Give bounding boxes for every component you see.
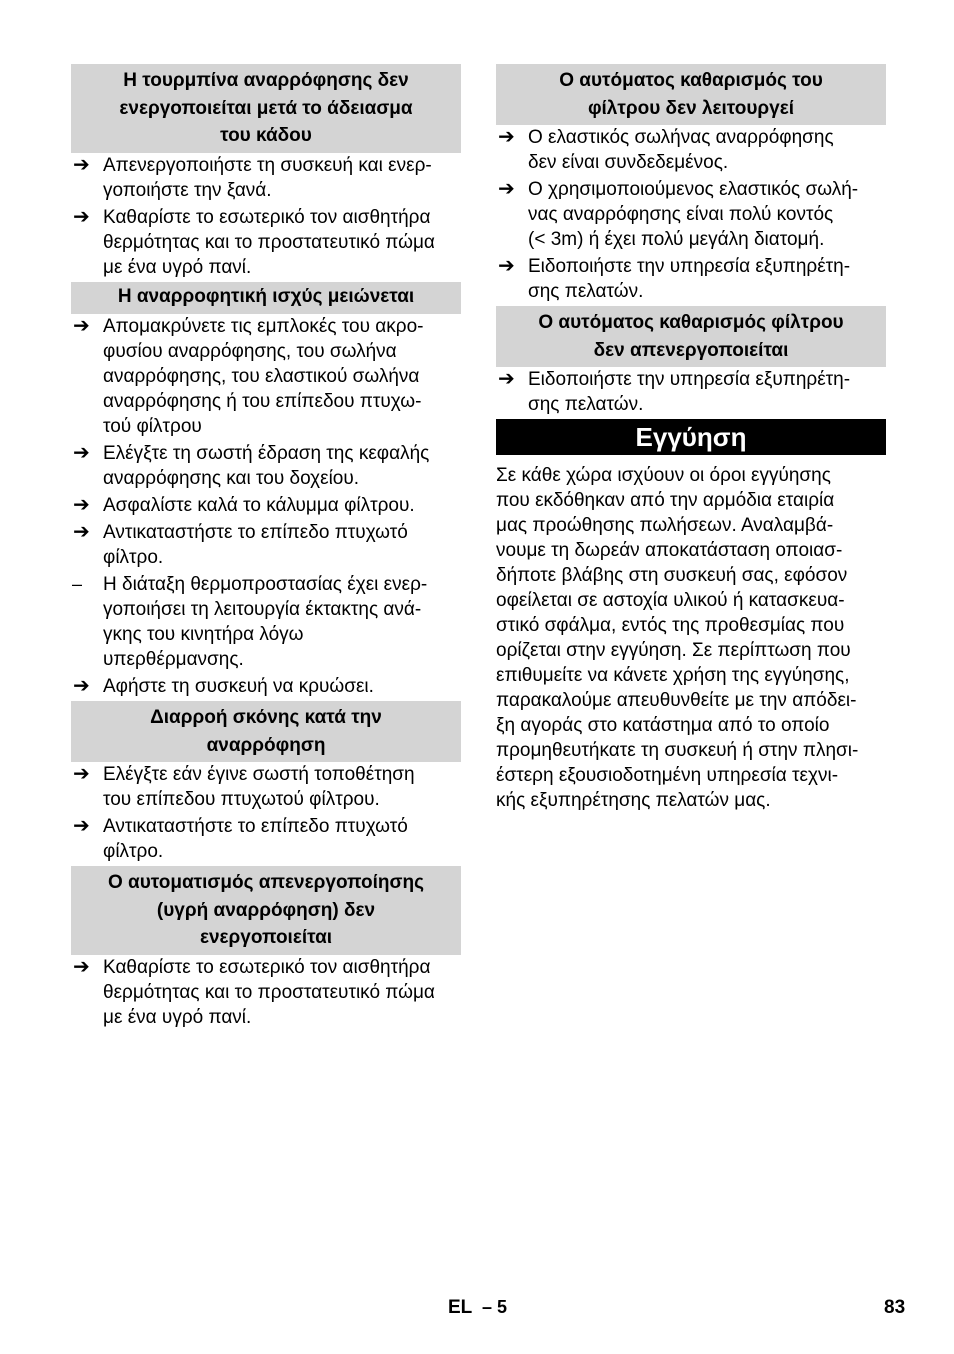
- arrow-right-icon: ➔: [73, 675, 90, 697]
- arrow-right-icon: ➔: [73, 315, 90, 337]
- remedy-text: Η διάταξη θερμοπροστασίας έχει ενερ- γοποιήσει τη λειτουργία έκτακτης ανά- γκης του κινητήρα λόγω υπερθέρμανσης.: [103, 574, 428, 670]
- remedy-text: Αντικαταστήστε το επίπεδο πτυχωτό φίλτρο.: [103, 816, 408, 862]
- remedy-list: [71, 153, 461, 280]
- section-header-line: δεν απενεργοποιείται: [593, 339, 789, 361]
- arrow-right-icon: ➔: [498, 126, 515, 148]
- troubleshooting-section: [496, 64, 886, 304]
- section-header-line: του κάδου: [220, 125, 312, 146]
- remedy-item: [71, 153, 461, 203]
- arrow-right-icon: ➔: [73, 494, 90, 516]
- remedy-item: [496, 254, 886, 304]
- left-column: [71, 64, 461, 1032]
- section-header: [71, 64, 461, 153]
- section-header-line: αναρρόφηση: [206, 734, 326, 756]
- warranty-text: Σε κάθε χώρα ισχύουν οι όροι εγγύησης που εκδόθηκαν από την αρμόδια εταιρία μας προώθησης πωλήσεων. Αναλαμβά- νουμε τη δωρεάν αποκατάσταση οποιασ- δήποτε βλάβης στη συσκευή σας, εφόσον οφείλεται σε αστοχία υλικού ή κατασκευα- στικό σφάλμα, εντός της προθεσμίας που ορίζεται στην εγγύηση. Σε περίπτωση που επιθυμείτε να κάνετε χρήση της εγγύησης, παρακαλούμε απευθυνθείτε με την απόδει- ξη αγοράς στο κατάστημα από το οποίο προμηθευτήκατε τη συσκευή ή στην πλησι- έστερη εξουσιοδοτημένη υπηρεσία τεχνι- κής εξυπηρέτησης πελατών μας.: [496, 465, 859, 811]
- remedy-list: [71, 314, 461, 699]
- remedy-list: [71, 762, 461, 864]
- section-header-line: ενεργοποιείται μετά το άδειασμα: [119, 97, 413, 119]
- remedy-text: Ελέγξτε τη σωστή έδραση της κεφαλής αναρρόφησης και του δοχείου.: [103, 443, 430, 489]
- arrow-right-icon: ➔: [73, 153, 90, 176]
- section-header: [71, 866, 461, 955]
- remedy-text: Ασφαλίστε καλά το κάλυμμα φίλτρου.: [103, 495, 415, 516]
- remedy-text: Ειδοποιήστε την υπηρεσία εξυπηρέτη- σης πελατών.: [528, 256, 851, 302]
- remedy-item: [71, 314, 461, 439]
- remedy-item: [71, 441, 461, 491]
- arrow-right-icon: ➔: [498, 368, 515, 390]
- remedy-item: [71, 205, 461, 280]
- remedy-item: [496, 367, 886, 417]
- remedy-list: [496, 367, 886, 417]
- remedy-text: Ειδοποιήστε την υπηρεσία εξυπηρέτη- σης πελατών.: [528, 369, 851, 415]
- remedy-list: [71, 955, 461, 1030]
- remedy-text: Αφήστε τη συσκευή να κρυώσει.: [103, 676, 374, 697]
- remedy-item: [71, 572, 461, 672]
- remedy-text: Καθαρίστε το εσωτερικό τον αισθητήρα θερμότητας και το προστατευτικό πώμα με ένα υγρό πανί.: [103, 206, 435, 278]
- section-header-line: Ο αυτόματος καθαρισμός φίλτρου: [538, 312, 844, 333]
- remedy-item: [496, 177, 886, 252]
- troubleshooting-section: [71, 701, 461, 864]
- remedy-item: [71, 674, 461, 699]
- section-header: [71, 282, 461, 315]
- section-header: [496, 306, 886, 367]
- remedy-list: [496, 125, 886, 304]
- footer-language: EL: [448, 1297, 473, 1318]
- remedy-text: Ο ελαστικός σωλήνας αναρρόφησης δεν είναι συνδεδεμένος.: [528, 127, 834, 173]
- remedy-item: [496, 125, 886, 175]
- warranty-title: Εγγύηση: [496, 419, 886, 455]
- remedy-item: [71, 762, 461, 812]
- section-header: [71, 701, 461, 762]
- section-header: [496, 64, 886, 125]
- footer-page-number: 83: [884, 1297, 906, 1318]
- troubleshooting-section: [71, 64, 461, 280]
- remedy-text: Αντικαταστήστε το επίπεδο πτυχωτό φίλτρο.: [103, 522, 408, 568]
- remedy-item: [71, 955, 461, 1030]
- arrow-right-icon: ➔: [73, 955, 90, 978]
- section-header-line: Η τουρμπίνα αναρρόφησης δεν: [123, 70, 409, 91]
- section-header-line: Διαρροή σκόνης κατά την: [150, 707, 382, 728]
- section-header-line: φίλτρου δεν λειτουργεί: [587, 97, 795, 119]
- remedy-text: Καθαρίστε το εσωτερικό τον αισθητήρα θερμότητας και το προστατευτικό πώμα με ένα υγρό πανί.: [103, 956, 435, 1028]
- troubleshooting-section: [496, 306, 886, 417]
- remedy-item: [71, 520, 461, 570]
- remedy-item: [71, 814, 461, 864]
- remedy-item: [71, 493, 461, 518]
- remedy-text: Απομακρύνετε τις εμπλοκές του ακρο- φυσίου αναρρόφησης, του σωλήνα αναρρόφησης, του ελαστικού σωλήνα αναρρόφησης ή του επίπεδου πτυχω- τού φίλτρου: [103, 316, 424, 437]
- arrow-right-icon: ➔: [73, 205, 90, 228]
- section-header-line: ενεργοποιείται: [199, 927, 333, 948]
- arrow-right-icon: ➔: [73, 763, 90, 785]
- dash-bullet-icon: –: [72, 574, 83, 594]
- right-sections: [496, 64, 886, 417]
- troubleshooting-section: [71, 866, 461, 1030]
- arrow-right-icon: ➔: [498, 178, 515, 200]
- footer-section-page: – 5: [482, 1297, 508, 1317]
- section-header-line: Ο αυτόματος καθαρισμός του: [559, 70, 823, 91]
- right-column: [496, 64, 886, 813]
- troubleshooting-section: [71, 282, 461, 700]
- section-header-line: (υγρή αναρρόφηση) δεν: [156, 899, 376, 921]
- arrow-right-icon: ➔: [498, 255, 515, 277]
- section-header-line: Η αναρροφητική ισχύς μειώνεται: [117, 285, 415, 307]
- remedy-text: Απενεργοποιήστε τη συσκευή και ενερ- γοποιήστε την ξανά.: [103, 154, 432, 201]
- remedy-text: Ο χρησιμοποιούμενος ελαστικός σωλή- νας αναρρόφησης είναι πολύ κοντός (< 3m) ή έχει πολύ μεγάλη διατομή.: [528, 179, 859, 250]
- arrow-right-icon: ➔: [73, 521, 90, 543]
- arrow-right-icon: ➔: [73, 442, 90, 464]
- remedy-text: Ελέγξτε εάν έγινε σωστή τοποθέτηση του επίπεδου πτυχωτού φίλτρου.: [103, 764, 415, 810]
- section-header-line: Ο αυτοματισμός απενεργοποίησης: [107, 872, 425, 893]
- arrow-right-icon: ➔: [73, 815, 90, 837]
